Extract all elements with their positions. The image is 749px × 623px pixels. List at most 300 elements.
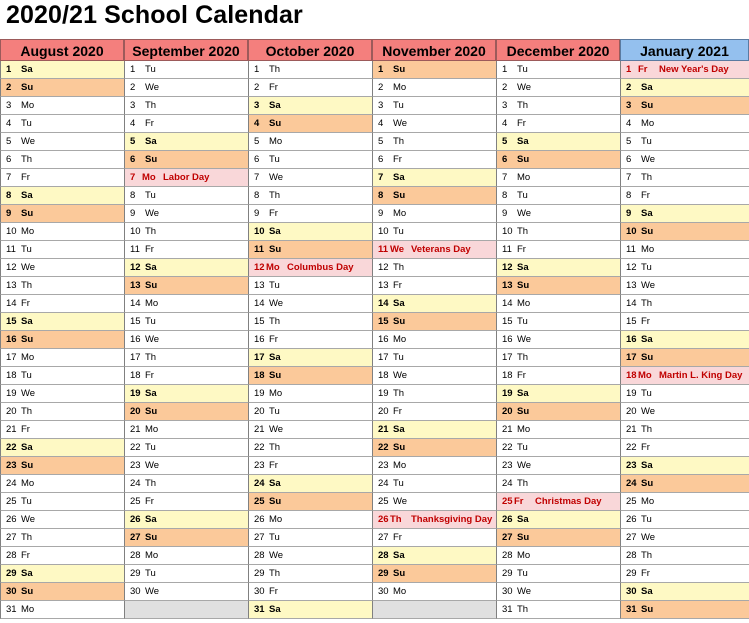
weekday: Mo [21,604,35,615]
weekday: We [269,550,284,561]
weekday: We [269,298,284,309]
weekday: Su [145,154,158,165]
day-cell [496,529,620,547]
day-number: 24 [626,478,637,489]
day-cell [248,367,372,385]
day-number: 23 [502,460,513,471]
day-cell [496,115,620,133]
weekday: Th [21,532,33,543]
day-cell [372,151,496,169]
weekday: Su [145,532,158,543]
day-cell [124,385,248,403]
weekday: We [145,586,160,597]
day-number: 12 [378,262,389,273]
weekday: Fr [269,82,278,93]
day-cell [620,547,749,565]
weekday: Fr [638,64,648,75]
weekday: Su [641,100,654,111]
weekday: Su [269,496,282,507]
holiday-cell [248,259,372,277]
day-number: 25 [130,496,141,507]
weekday: Fr [145,118,154,129]
weekday: Su [393,316,406,327]
day-cell [496,97,620,115]
day-number: 26 [626,514,637,525]
day-number: 13 [6,280,17,291]
day-number: 17 [130,352,141,363]
weekday: Fr [145,370,154,381]
day-number: 21 [130,424,141,435]
day-number: 2 [6,82,12,93]
day-cell [496,565,620,583]
day-cell [248,493,372,511]
weekday: Th [393,136,405,147]
day-cell [496,601,620,619]
day-number: 4 [502,118,508,129]
day-cell [620,601,749,619]
day-cell [0,241,124,259]
weekday: Th [145,226,157,237]
day-cell [372,169,496,187]
day-cell [620,79,749,97]
month-header: August 2020 [0,39,124,61]
day-number: 22 [378,442,389,453]
day-cell [0,547,124,565]
weekday: Mo [269,514,283,525]
day-cell [496,583,620,601]
day-cell [620,511,749,529]
day-number: 8 [130,190,136,201]
day-number: 17 [378,352,389,363]
weekday: Th [517,478,529,489]
day-number: 24 [502,478,513,489]
weekday: We [517,82,532,93]
day-cell [496,421,620,439]
weekday: Su [393,64,406,75]
day-cell [124,97,248,115]
day-number: 30 [254,586,265,597]
day-cell [124,457,248,475]
day-cell [124,583,248,601]
weekday: We [517,208,532,219]
day-number: 22 [254,442,265,453]
day-number: 8 [6,190,12,201]
weekday: Su [517,406,530,417]
day-cell [620,565,749,583]
day-number: 21 [378,424,389,435]
day-number: 16 [502,334,513,345]
day-cell [372,259,496,277]
day-cell [124,223,248,241]
day-cell [620,241,749,259]
weekday: Fr [269,586,278,597]
day-number: 11 [502,244,512,255]
weekday: Mo [393,82,407,93]
weekday: Sa [269,604,281,615]
day-cell [124,367,248,385]
day-cell [372,421,496,439]
day-number: 11 [254,244,265,255]
day-cell [372,61,496,79]
day-cell [496,79,620,97]
holiday-cell [372,511,496,529]
day-cell [372,529,496,547]
weekday: Th [393,388,405,399]
day-cell [124,115,248,133]
month-header: October 2020 [248,39,372,61]
day-number: 12 [626,262,637,273]
day-number: 29 [502,568,513,579]
day-number: 12 [254,262,265,273]
day-cell [620,151,749,169]
day-number: 24 [6,478,17,489]
holiday-name: Veterans Day [411,244,471,255]
weekday: Fr [269,208,278,219]
day-cell [620,115,749,133]
day-cell [0,601,124,619]
holiday-name: Martin L. King Day [659,370,743,381]
day-number: 19 [130,388,141,399]
day-number: 15 [130,316,141,327]
day-cell [372,331,496,349]
day-number: 29 [130,568,141,579]
day-cell [248,205,372,223]
day-cell [372,493,496,511]
day-cell [124,205,248,223]
weekday: Sa [21,190,33,201]
weekday: Tu [145,316,156,327]
weekday: Sa [21,568,33,579]
weekday: Th [517,352,529,363]
day-cell [248,115,372,133]
day-number: 3 [254,100,260,111]
day-number: 25 [626,496,637,507]
day-cell [620,421,749,439]
day-cell [0,529,124,547]
day-number: 8 [502,190,508,201]
page-title: 2020/21 School Calendar [6,1,303,29]
day-number: 24 [254,478,265,489]
weekday: Tu [641,136,652,147]
day-cell [372,367,496,385]
weekday: Mo [145,550,159,561]
day-cell [496,205,620,223]
day-cell [496,223,620,241]
holiday-name: Thanksgiving Day [411,514,493,525]
holiday-name: Labor Day [163,172,210,183]
day-number: 19 [502,388,513,399]
weekday: Su [21,82,34,93]
day-number: 25 [378,496,389,507]
day-cell [496,367,620,385]
day-cell [372,277,496,295]
holiday-name: New Year's Day [659,64,729,75]
day-number: 11 [626,244,636,255]
weekday: Fr [21,550,30,561]
day-number: 29 [626,568,637,579]
day-number: 2 [254,82,260,93]
day-cell [496,313,620,331]
weekday: Su [641,226,654,237]
weekday: Su [641,352,654,363]
weekday: Tu [21,370,32,381]
day-number: 5 [130,136,136,147]
weekday: Fr [393,406,402,417]
day-number: 15 [502,316,513,327]
weekday: We [145,82,160,93]
day-number: 13 [502,280,513,291]
day-number: 21 [6,424,17,435]
weekday: Fr [393,532,402,543]
day-number: 4 [130,118,136,129]
day-cell [248,97,372,115]
day-number: 27 [130,532,141,543]
weekday: Mo [517,424,531,435]
day-cell [0,403,124,421]
day-cell [620,223,749,241]
weekday: Su [21,460,34,471]
day-cell [124,421,248,439]
day-number: 18 [626,370,637,381]
day-number: 5 [626,136,632,147]
weekday: Th [21,154,33,165]
day-number: 3 [6,100,12,111]
weekday: Su [393,568,406,579]
day-cell [620,187,749,205]
weekday: Mo [142,172,156,183]
weekday: Mo [641,244,655,255]
weekday: Mo [21,100,35,111]
weekday: Mo [266,262,280,273]
day-cell [248,241,372,259]
day-cell [496,331,620,349]
weekday: Tu [393,100,404,111]
weekday: We [21,136,36,147]
weekday: Th [390,514,402,525]
day-number: 18 [130,370,141,381]
weekday: Th [269,64,281,75]
day-cell [124,151,248,169]
day-number: 12 [130,262,141,273]
weekday: Th [641,172,653,183]
day-cell [124,493,248,511]
weekday: Mo [145,424,159,435]
day-number: 22 [6,442,17,453]
day-number: 8 [378,190,384,201]
holiday-cell [372,241,496,259]
weekday: Th [145,100,157,111]
weekday: Su [517,154,530,165]
month-column-january-2021 [620,39,749,623]
day-number: 19 [626,388,637,399]
day-cell [496,169,620,187]
day-number: 11 [130,244,140,255]
day-cell [0,61,124,79]
day-number: 9 [254,208,260,219]
weekday: Mo [269,136,283,147]
weekday: Su [641,604,654,615]
day-cell [248,277,372,295]
day-number: 6 [254,154,260,165]
day-number: 3 [626,100,632,111]
day-number: 3 [502,100,508,111]
day-cell [496,475,620,493]
day-cell [496,547,620,565]
weekday: We [517,586,532,597]
day-cell [248,511,372,529]
day-cell [372,313,496,331]
weekday: Sa [393,424,405,435]
day-number: 29 [6,568,17,579]
day-cell [0,223,124,241]
day-cell [248,547,372,565]
weekday: Tu [517,316,528,327]
weekday: Fr [21,172,30,183]
weekday: Su [517,532,530,543]
day-cell [248,223,372,241]
day-number: 19 [254,388,265,399]
weekday: Su [21,586,34,597]
day-cell [496,385,620,403]
empty-cell [124,601,248,619]
day-number: 7 [378,172,384,183]
weekday: We [21,262,36,273]
day-number: 27 [378,532,389,543]
day-number: 28 [6,550,17,561]
day-number: 16 [254,334,265,345]
day-number: 28 [626,550,637,561]
day-cell [0,331,124,349]
day-cell [0,475,124,493]
day-number: 7 [626,172,632,183]
day-cell [0,421,124,439]
day-number: 23 [626,460,637,471]
weekday: We [641,154,656,165]
weekday: Tu [393,226,404,237]
weekday: We [145,334,160,345]
day-cell [248,331,372,349]
day-number: 10 [626,226,637,237]
day-cell [124,133,248,151]
day-cell [124,295,248,313]
day-number: 6 [378,154,384,165]
weekday: Mo [393,586,407,597]
weekday: We [393,118,408,129]
weekday: Sa [517,388,529,399]
weekday: Sa [641,208,653,219]
day-number: 5 [254,136,260,147]
day-number: 12 [502,262,513,273]
weekday: Tu [269,280,280,291]
weekday: Th [641,424,653,435]
day-number: 14 [254,298,265,309]
day-number: 31 [254,604,265,615]
day-cell [620,313,749,331]
day-cell [124,511,248,529]
weekday: Sa [269,100,281,111]
month-column-november-2020 [372,39,496,623]
month-header: September 2020 [124,39,248,61]
weekday: Mo [393,334,407,345]
weekday: Fr [145,496,154,507]
weekday: Th [21,406,33,417]
day-number: 6 [626,154,632,165]
weekday: Tu [517,190,528,201]
day-cell [0,277,124,295]
day-cell [620,295,749,313]
day-cell [372,385,496,403]
weekday: Su [145,280,158,291]
day-number: 20 [6,406,17,417]
day-cell [0,187,124,205]
day-number: 23 [378,460,389,471]
weekday: Sa [269,352,281,363]
weekday: Sa [269,226,281,237]
day-number: 18 [378,370,389,381]
weekday: Fr [21,424,30,435]
weekday: Tu [145,190,156,201]
weekday: Mo [21,478,35,489]
month-header: November 2020 [372,39,496,61]
weekday: Tu [517,568,528,579]
day-cell [620,133,749,151]
weekday: We [21,388,36,399]
day-number: 18 [254,370,265,381]
day-number: 1 [254,64,260,75]
weekday: Fr [269,334,278,345]
day-number: 13 [130,280,141,291]
day-number: 5 [502,136,508,147]
day-number: 28 [502,550,513,561]
day-cell [0,115,124,133]
day-cell [0,151,124,169]
weekday: We [21,514,36,525]
day-number: 31 [502,604,513,615]
day-number: 20 [130,406,141,417]
day-cell [124,349,248,367]
day-number: 3 [378,100,384,111]
day-cell [124,403,248,421]
weekday: Sa [21,442,33,453]
day-number: 5 [6,136,12,147]
holiday-cell [620,61,749,79]
day-number: 1 [378,64,384,75]
weekday: Th [145,478,157,489]
weekday: We [393,496,408,507]
day-number: 4 [6,118,12,129]
day-cell [248,529,372,547]
weekday: Sa [145,262,157,273]
day-cell [372,349,496,367]
weekday: Sa [517,262,529,273]
weekday: Tu [641,388,652,399]
day-number: 2 [130,82,136,93]
weekday: Su [269,370,282,381]
day-number: 11 [378,244,389,255]
day-number: 4 [378,118,384,129]
weekday: Sa [641,460,653,471]
weekday: Tu [145,442,156,453]
day-number: 18 [502,370,513,381]
weekday: We [269,424,284,435]
day-number: 28 [130,550,141,561]
weekday: Mo [21,352,35,363]
day-cell [248,601,372,619]
weekday: Th [269,568,281,579]
day-number: 16 [130,334,141,345]
day-number: 9 [626,208,632,219]
day-cell [372,205,496,223]
